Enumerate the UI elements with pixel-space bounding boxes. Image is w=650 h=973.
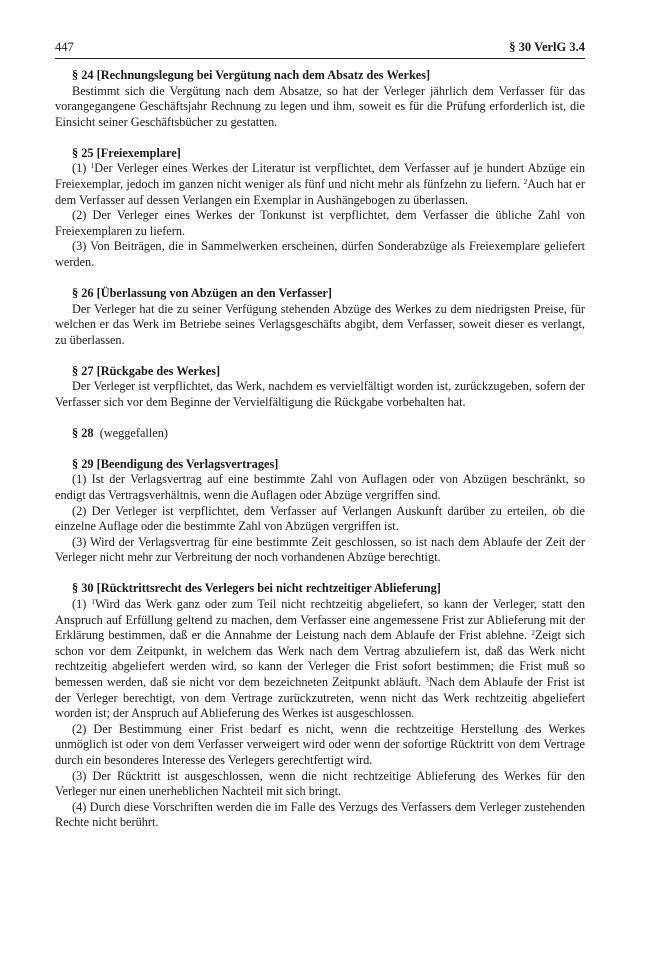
paragraph-text: (1) [72, 596, 92, 611]
section-title: (weggefallen) [99, 425, 168, 440]
page-header [55, 40, 585, 59]
section-number: § 28 [72, 425, 94, 440]
section-29 [55, 457, 585, 566]
paragraph: (3) Von Beiträgen, die in Sammelwerken erscheinen, dürfen Sonderabzüge als Freiexemplare geliefert werden. [55, 239, 585, 269]
section-number: § 26 [72, 285, 94, 300]
section-24 [55, 68, 585, 130]
section-title: [Rückgabe des Werkes] [96, 363, 221, 378]
section-heading [55, 457, 585, 473]
paragraph [55, 161, 585, 208]
section-28 [55, 426, 585, 442]
document-page [55, 40, 585, 846]
paragraph: (2) Der Bestimmung einer Frist bedarf es nicht, wenn die rechtzeitige Herstellung des Werkes unmöglich ist oder von dem Verfasser verweigert wird oder wenn der sofortige Rücktritt von dem Vertrage durch ein besonderes Interesse des Verlegers gerechtfertigt wird. [55, 721, 585, 767]
page-number: 447 [55, 40, 74, 54]
sentence-number: 2 [523, 176, 528, 186]
section-heading [55, 146, 585, 162]
sentence-number: 1 [91, 596, 95, 606]
section-title: [Überlassung von Abzügen an den Verfasser] [96, 285, 332, 300]
paragraph-text: (1) [72, 161, 91, 176]
section-number: § 30 [72, 581, 94, 596]
section-title: [Rechnungslegung bei Vergütung nach dem Absatz des Werkes] [96, 68, 431, 82]
section-25 [55, 146, 585, 271]
section-26 [55, 286, 585, 348]
paragraph: (3) Wird der Verlagsvertrag für eine bestimmte Zeit geschlossen, so ist nach dem Ablaufe der Zeit der Verleger nicht mehr zur Verbreitung der noch vorhandenen Abzüge berechtigt. [55, 534, 585, 565]
paragraph-text: Wird das Werk ganz oder zum Teil nicht rechtzeitig abgeliefert, so kann der Verleger, statt den Anspruch auf Erfüllung geltend zu machen, dem Verfasser eine angemessene Frist zur Ablieferung mit der Erklärung bestimmen, daß er die Annahme der Leistung nach dem Ablaufe der Frist ablehne. [55, 596, 585, 643]
section-heading [55, 426, 585, 442]
section-number: § 29 [72, 456, 94, 471]
section-heading [55, 286, 585, 302]
paragraph: Bestimmt sich die Vergütung nach dem Absatze, so hat der Verleger jährlich dem Verfasser für das vorangegangene Geschäftsjahr Rechnung zu legen und ihm, soweit es für die Prüfung erforderlich ist, die Einsicht seiner Geschäftsbücher zu gestatten. [55, 83, 585, 129]
sentence-number: 3 [425, 674, 429, 684]
paragraph: Der Verleger ist verpflichtet, das Werk, nachdem es vervielfältigt worden ist, zurückzugeben, sofern der Verfasser sich vor dem Beginne der Vervielfältigung die Rückgabe vorbehalten hat. [55, 379, 585, 409]
section-number: § 24 [72, 68, 94, 82]
paragraph-text: Auch hat er dem Verfasser auf dessen Verlangen ein Exemplar in Aushängebogen zu überlassen. [55, 176, 585, 207]
section-number: § 27 [72, 363, 94, 378]
section-title: [Rücktrittsrecht des Verlegers bei nicht rechtzeitiger Ablieferung] [96, 581, 441, 596]
paragraph-text: Der Verleger eines Werkes der Literatur ist verpflichtet, dem Verfasser auf je hundert Abzüge ein Freiexemplar, jedoch im ganzen nicht weniger als fünf und nicht mehr als fünfzehn zu liefern. [55, 161, 585, 191]
document-body [55, 68, 585, 831]
section-title: [Freiexemplare] [96, 145, 181, 160]
section-heading [55, 68, 585, 84]
section-heading [55, 364, 585, 380]
sentence-number: 1 [90, 161, 95, 171]
paragraph: (3) Der Rücktritt ist ausgeschlossen, wenn die nicht rechtzeitige Ablieferung des Werkes für den Verleger nur einen unerheblichen Nachteil mit sich bringt. [55, 768, 585, 799]
paragraph: Der Verleger hat die zu seiner Verfügung stehenden Abzüge des Werkes zu dem niedrigsten Preise, für welchen er das Werk im Betriebe seines Verlagsgeschäfts abgibt, dem Verfasser, soweit dieser es verlangt, zu überlassen. [55, 301, 585, 347]
paragraph-text: Nach dem Ablaufe der Frist ist der Verleger berechtigt, von dem Vertrage zurückzutreten, wenn nicht das Werk rechtzeitig abgeliefert worden ist; der Anspruch auf Ablieferung des Werkes ist ausgeschlossen. [55, 674, 585, 721]
paragraph: (2) Der Verleger eines Werkes der Tonkunst ist verpflichtet, dem Verfasser die übliche Zahl von Freiexemplaren zu liefern. [55, 208, 585, 238]
paragraph: (1) Ist der Verlagsvertrag auf eine bestimmte Zahl von Auflagen oder von Abzügen beschränkt, so endigt das Vertragsverhältnis, wenn die Auflagen oder Abzüge vergriffen sind. [55, 472, 585, 503]
section-number: § 25 [72, 145, 94, 160]
section-title: [Beendigung des Verlagsvertrages] [96, 456, 279, 471]
paragraph: (2) Der Verleger ist verpflichtet, dem Verfasser auf Verlangen Auskunft darüber zu erteilen, ob die einzelne Auflage oder die bestimmte Zahl von Abzügen vergriffen ist. [55, 503, 585, 534]
section-reference: § 30 VerlG 3.4 [509, 40, 585, 54]
section-30 [55, 581, 585, 831]
section-heading [55, 581, 585, 597]
section-27 [55, 364, 585, 411]
paragraph-text: Zeigt sich schon vor dem Zeitpunkt, in welchem das Werk nach dem Vertrag abzuliefern ist, daß das Werk nicht rechtzeitig abgeliefert werden wird, so kann der Verleger die Frist sofort bestimmen; die Frist muß so bemessen werden, daß sie nicht vor dem bezeichneten Zeitpunkt abläuft. [55, 628, 585, 689]
sentence-number: 2 [531, 628, 536, 638]
paragraph: (4) Durch diese Vorschriften werden die im Falle des Verzugs des Verfassers dem Verleger zustehenden Rechte nicht berührt. [55, 799, 585, 830]
paragraph [55, 597, 585, 722]
